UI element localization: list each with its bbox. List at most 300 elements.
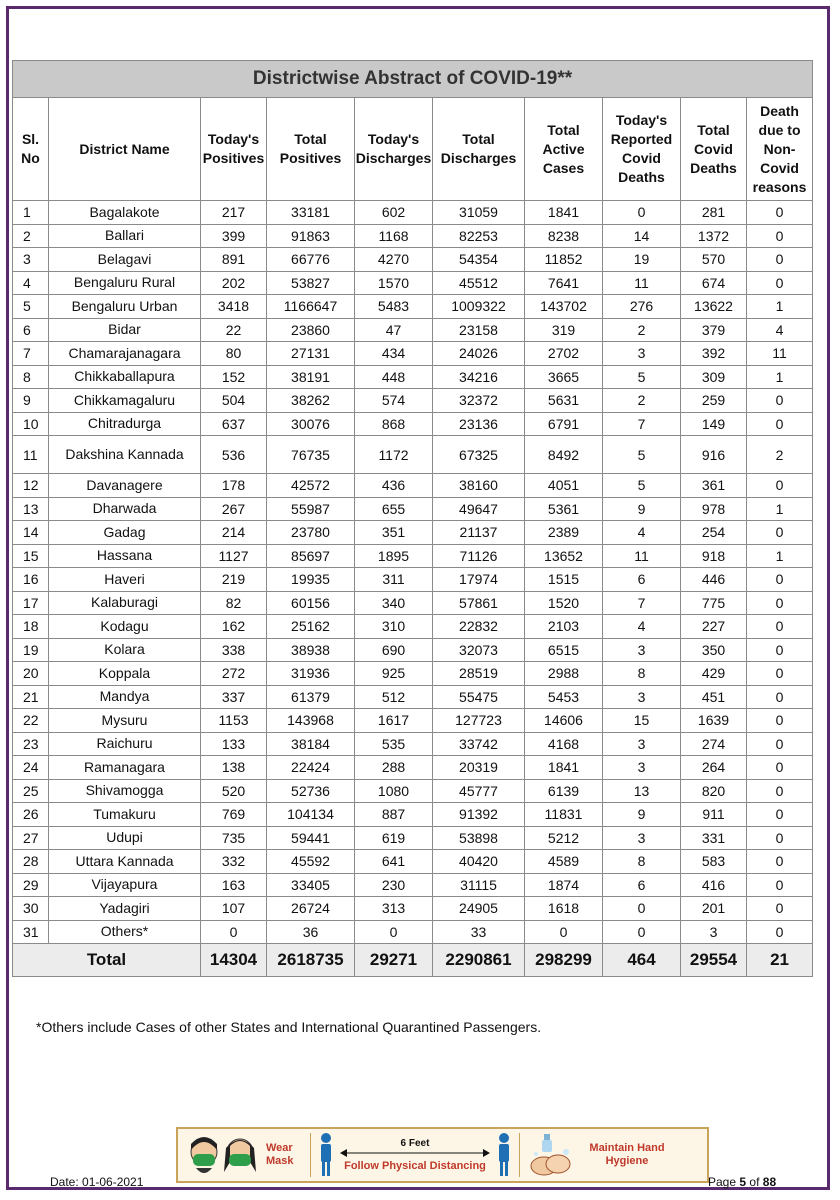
value-cell: 53827 xyxy=(267,271,355,295)
value-cell: 11831 xyxy=(525,803,603,827)
district-cell: Mysuru xyxy=(49,709,201,733)
table-row xyxy=(13,638,813,662)
value-cell: 38262 xyxy=(267,389,355,413)
table-title: Districtwise Abstract of COVID-19** xyxy=(13,61,813,98)
table-row xyxy=(13,436,813,474)
value-cell: 76735 xyxy=(267,436,355,474)
table-row xyxy=(13,873,813,897)
value-cell: 868 xyxy=(355,412,433,436)
serial-cell: 30 xyxy=(13,897,49,921)
serial-cell: 1 xyxy=(13,201,49,225)
value-cell: 1841 xyxy=(525,756,603,780)
value-cell: 27131 xyxy=(267,342,355,366)
value-cell: 45777 xyxy=(433,779,525,803)
value-cell: 1372 xyxy=(681,224,747,248)
value-cell: 319 xyxy=(525,318,603,342)
district-cell: Shivamogga xyxy=(49,779,201,803)
value-cell: 7 xyxy=(603,412,681,436)
value-cell: 85697 xyxy=(267,544,355,568)
table-row xyxy=(13,389,813,413)
value-cell: 451 xyxy=(681,685,747,709)
value-cell: 36 xyxy=(267,920,355,944)
value-cell: 71126 xyxy=(433,544,525,568)
value-cell: 0 xyxy=(747,756,813,780)
value-cell: 11 xyxy=(747,342,813,366)
value-cell: 52736 xyxy=(267,779,355,803)
value-cell: 0 xyxy=(747,850,813,874)
value-cell: 769 xyxy=(201,803,267,827)
safety-banner xyxy=(176,1127,709,1183)
value-cell: 34216 xyxy=(433,365,525,389)
value-cell: 288 xyxy=(355,756,433,780)
value-cell: 59441 xyxy=(267,826,355,850)
value-cell: 0 xyxy=(747,271,813,295)
value-cell: 23158 xyxy=(433,318,525,342)
value-cell: 1570 xyxy=(355,271,433,295)
serial-cell: 19 xyxy=(13,638,49,662)
value-cell: 45592 xyxy=(267,850,355,874)
value-cell: 33 xyxy=(433,920,525,944)
district-cell: Chikkamagaluru xyxy=(49,389,201,413)
page-number xyxy=(708,1175,776,1189)
value-cell: 217 xyxy=(201,201,267,225)
value-cell: 13652 xyxy=(525,544,603,568)
value-cell: 0 xyxy=(747,897,813,921)
column-header: Death due to Non-Covid reasons xyxy=(747,98,813,201)
value-cell: 520 xyxy=(201,779,267,803)
value-cell: 22424 xyxy=(267,756,355,780)
value-cell: 227 xyxy=(681,615,747,639)
value-cell: 536 xyxy=(201,436,267,474)
value-cell: 8 xyxy=(603,850,681,874)
value-cell: 143702 xyxy=(525,295,603,319)
value-cell: 4 xyxy=(603,615,681,639)
value-cell: 24026 xyxy=(433,342,525,366)
value-cell: 127723 xyxy=(433,709,525,733)
value-cell: 0 xyxy=(747,615,813,639)
value-cell: 340 xyxy=(355,591,433,615)
value-cell: 22832 xyxy=(433,615,525,639)
distance-block xyxy=(335,1138,495,1173)
value-cell: 332 xyxy=(201,850,267,874)
column-header: Today's Positives xyxy=(201,98,267,201)
value-cell: 178 xyxy=(201,474,267,498)
value-cell: 14 xyxy=(603,224,681,248)
value-cell: 138 xyxy=(201,756,267,780)
table-row xyxy=(13,497,813,521)
total-value: 29271 xyxy=(355,944,433,977)
serial-cell: 22 xyxy=(13,709,49,733)
value-cell: 535 xyxy=(355,732,433,756)
value-cell: 267 xyxy=(201,497,267,521)
value-cell: 0 xyxy=(747,732,813,756)
value-cell: 0 xyxy=(747,662,813,686)
table-row xyxy=(13,201,813,225)
district-cell: Uttara Kannada xyxy=(49,850,201,874)
value-cell: 1618 xyxy=(525,897,603,921)
value-cell: 446 xyxy=(681,568,747,592)
value-cell: 55987 xyxy=(267,497,355,521)
value-cell: 54354 xyxy=(433,248,525,272)
value-cell: 0 xyxy=(747,920,813,944)
value-cell: 436 xyxy=(355,474,433,498)
value-cell: 3 xyxy=(603,342,681,366)
total-value: 21 xyxy=(747,944,813,977)
value-cell: 274 xyxy=(681,732,747,756)
column-header: Total Positives xyxy=(267,98,355,201)
serial-cell: 20 xyxy=(13,662,49,686)
value-cell: 350 xyxy=(681,638,747,662)
value-cell: 1127 xyxy=(201,544,267,568)
value-cell: 82 xyxy=(201,591,267,615)
value-cell: 674 xyxy=(681,271,747,295)
value-cell: 38160 xyxy=(433,474,525,498)
district-cell: Chikkaballapura xyxy=(49,365,201,389)
serial-cell: 16 xyxy=(13,568,49,592)
value-cell: 1 xyxy=(747,365,813,389)
serial-cell: 13 xyxy=(13,497,49,521)
value-cell: 53898 xyxy=(433,826,525,850)
value-cell: 11 xyxy=(603,271,681,295)
value-cell: 5212 xyxy=(525,826,603,850)
total-row xyxy=(13,944,813,977)
district-cell: Raichuru xyxy=(49,732,201,756)
table-row xyxy=(13,897,813,921)
value-cell: 202 xyxy=(201,271,267,295)
value-cell: 916 xyxy=(681,436,747,474)
value-cell: 61379 xyxy=(267,685,355,709)
value-cell: 2389 xyxy=(525,521,603,545)
value-cell: 272 xyxy=(201,662,267,686)
value-cell: 104134 xyxy=(267,803,355,827)
serial-cell: 10 xyxy=(13,412,49,436)
value-cell: 891 xyxy=(201,248,267,272)
value-cell: 254 xyxy=(681,521,747,545)
table-row xyxy=(13,318,813,342)
value-cell: 309 xyxy=(681,365,747,389)
value-cell: 4 xyxy=(747,318,813,342)
value-cell: 19935 xyxy=(267,568,355,592)
value-cell: 5631 xyxy=(525,389,603,413)
table-row xyxy=(13,662,813,686)
district-cell: Gadag xyxy=(49,521,201,545)
district-cell: Kodagu xyxy=(49,615,201,639)
value-cell: 6 xyxy=(603,873,681,897)
value-cell: 3 xyxy=(603,638,681,662)
value-cell: 0 xyxy=(747,568,813,592)
value-cell: 32372 xyxy=(433,389,525,413)
district-cell: Bagalakote xyxy=(49,201,201,225)
value-cell: 47 xyxy=(355,318,433,342)
value-cell: 31115 xyxy=(433,873,525,897)
value-cell: 5361 xyxy=(525,497,603,521)
value-cell: 201 xyxy=(681,897,747,921)
value-cell: 0 xyxy=(747,224,813,248)
serial-cell: 21 xyxy=(13,685,49,709)
table-body xyxy=(13,201,813,944)
value-cell: 33181 xyxy=(267,201,355,225)
total-value: 2618735 xyxy=(267,944,355,977)
serial-cell: 17 xyxy=(13,591,49,615)
value-cell: 331 xyxy=(681,826,747,850)
district-cell: Bengaluru Urban xyxy=(49,295,201,319)
value-cell: 8492 xyxy=(525,436,603,474)
serial-cell: 23 xyxy=(13,732,49,756)
value-cell: 641 xyxy=(355,850,433,874)
wear-mask-section xyxy=(184,1129,304,1181)
value-cell: 0 xyxy=(747,709,813,733)
value-cell: 775 xyxy=(681,591,747,615)
serial-cell: 5 xyxy=(13,295,49,319)
value-cell: 82253 xyxy=(433,224,525,248)
total-value: 14304 xyxy=(201,944,267,977)
district-cell: Udupi xyxy=(49,826,201,850)
distancing-text: Follow Physical Distancing xyxy=(344,1159,486,1172)
table-row xyxy=(13,224,813,248)
value-cell: 574 xyxy=(355,389,433,413)
table-row xyxy=(13,544,813,568)
total-value: 2290861 xyxy=(433,944,525,977)
value-cell: 23136 xyxy=(433,412,525,436)
value-cell: 5453 xyxy=(525,685,603,709)
value-cell: 17974 xyxy=(433,568,525,592)
page-total: 88 xyxy=(762,1175,777,1189)
value-cell: 7 xyxy=(603,591,681,615)
district-cell: Bengaluru Rural xyxy=(49,271,201,295)
table-row xyxy=(13,709,813,733)
serial-cell: 27 xyxy=(13,826,49,850)
table-row xyxy=(13,271,813,295)
table-row xyxy=(13,756,813,780)
district-cell: Vijayapura xyxy=(49,873,201,897)
value-cell: 735 xyxy=(201,826,267,850)
serial-cell: 3 xyxy=(13,248,49,272)
value-cell: 0 xyxy=(747,389,813,413)
value-cell: 2702 xyxy=(525,342,603,366)
value-cell: 33405 xyxy=(267,873,355,897)
value-cell: 416 xyxy=(681,873,747,897)
value-cell: 4589 xyxy=(525,850,603,874)
value-cell: 637 xyxy=(201,412,267,436)
serial-cell: 11 xyxy=(13,436,49,474)
value-cell: 0 xyxy=(747,412,813,436)
districtwise-table xyxy=(12,60,813,977)
value-cell: 3418 xyxy=(201,295,267,319)
value-cell: 0 xyxy=(603,897,681,921)
value-cell: 2 xyxy=(603,389,681,413)
value-cell: 6791 xyxy=(525,412,603,436)
district-cell: Bidar xyxy=(49,318,201,342)
district-cell: Belagavi xyxy=(49,248,201,272)
value-cell: 26724 xyxy=(267,897,355,921)
value-cell: 1841 xyxy=(525,201,603,225)
table-row xyxy=(13,248,813,272)
value-cell: 0 xyxy=(747,826,813,850)
value-cell: 602 xyxy=(355,201,433,225)
table-row xyxy=(13,732,813,756)
serial-cell: 31 xyxy=(13,920,49,944)
district-cell: Dakshina Kannada xyxy=(49,436,201,474)
value-cell: 3 xyxy=(603,685,681,709)
value-cell: 28519 xyxy=(433,662,525,686)
value-cell: 66776 xyxy=(267,248,355,272)
district-cell: Kalaburagi xyxy=(49,591,201,615)
header-row xyxy=(13,98,813,201)
value-cell: 1172 xyxy=(355,436,433,474)
column-header: Today's Discharges xyxy=(355,98,433,201)
value-cell: 133 xyxy=(201,732,267,756)
column-header: District Name xyxy=(49,98,201,201)
table-row xyxy=(13,365,813,389)
table-row xyxy=(13,591,813,615)
value-cell: 619 xyxy=(355,826,433,850)
hygiene-section xyxy=(526,1129,672,1181)
district-cell: Others* xyxy=(49,920,201,944)
masked-faces-icon xyxy=(184,1132,262,1178)
serial-cell: 15 xyxy=(13,544,49,568)
value-cell: 310 xyxy=(355,615,433,639)
value-cell: 0 xyxy=(201,920,267,944)
table-row xyxy=(13,342,813,366)
district-cell: Koppala xyxy=(49,662,201,686)
serial-cell: 7 xyxy=(13,342,49,366)
value-cell: 583 xyxy=(681,850,747,874)
value-cell: 281 xyxy=(681,201,747,225)
value-cell: 1 xyxy=(747,497,813,521)
value-cell: 4270 xyxy=(355,248,433,272)
value-cell: 2 xyxy=(747,436,813,474)
value-cell: 3665 xyxy=(525,365,603,389)
value-cell: 6139 xyxy=(525,779,603,803)
value-cell: 504 xyxy=(201,389,267,413)
serial-cell: 29 xyxy=(13,873,49,897)
value-cell: 55475 xyxy=(433,685,525,709)
serial-cell: 26 xyxy=(13,803,49,827)
district-cell: Dharwada xyxy=(49,497,201,521)
value-cell: 1520 xyxy=(525,591,603,615)
table-row xyxy=(13,779,813,803)
value-cell: 570 xyxy=(681,248,747,272)
value-cell: 20319 xyxy=(433,756,525,780)
value-cell: 5 xyxy=(603,436,681,474)
value-cell: 0 xyxy=(747,873,813,897)
value-cell: 32073 xyxy=(433,638,525,662)
value-cell: 3 xyxy=(681,920,747,944)
value-cell: 259 xyxy=(681,389,747,413)
district-cell: Tumakuru xyxy=(49,803,201,827)
total-value: 298299 xyxy=(525,944,603,977)
covid-table-wrap xyxy=(12,60,812,977)
column-header: Today's Reported Covid Deaths xyxy=(603,98,681,201)
value-cell: 38184 xyxy=(267,732,355,756)
value-cell: 149 xyxy=(681,412,747,436)
value-cell: 21137 xyxy=(433,521,525,545)
value-cell: 820 xyxy=(681,779,747,803)
value-cell: 9 xyxy=(603,497,681,521)
district-cell: Chitradurga xyxy=(49,412,201,436)
value-cell: 57861 xyxy=(433,591,525,615)
value-cell: 925 xyxy=(355,662,433,686)
value-cell: 1080 xyxy=(355,779,433,803)
value-cell: 23860 xyxy=(267,318,355,342)
value-cell: 7641 xyxy=(525,271,603,295)
value-cell: 1895 xyxy=(355,544,433,568)
value-cell: 2 xyxy=(603,318,681,342)
value-cell: 38191 xyxy=(267,365,355,389)
serial-cell: 28 xyxy=(13,850,49,874)
value-cell: 4168 xyxy=(525,732,603,756)
value-cell: 8238 xyxy=(525,224,603,248)
table-row xyxy=(13,615,813,639)
wear-mask-text: Wear Mask xyxy=(266,1142,294,1167)
value-cell: 1617 xyxy=(355,709,433,733)
value-cell: 22 xyxy=(201,318,267,342)
banner-divider-2 xyxy=(519,1133,520,1177)
value-cell: 30076 xyxy=(267,412,355,436)
table-row xyxy=(13,826,813,850)
value-cell: 313 xyxy=(355,897,433,921)
value-cell: 512 xyxy=(355,685,433,709)
serial-cell: 14 xyxy=(13,521,49,545)
value-cell: 351 xyxy=(355,521,433,545)
column-header: Total Active Cases xyxy=(525,98,603,201)
value-cell: 5483 xyxy=(355,295,433,319)
district-cell: Mandya xyxy=(49,685,201,709)
value-cell: 918 xyxy=(681,544,747,568)
value-cell: 162 xyxy=(201,615,267,639)
value-cell: 337 xyxy=(201,685,267,709)
value-cell: 40420 xyxy=(433,850,525,874)
value-cell: 0 xyxy=(355,920,433,944)
table-row xyxy=(13,568,813,592)
value-cell: 311 xyxy=(355,568,433,592)
value-cell: 91392 xyxy=(433,803,525,827)
value-cell: 11852 xyxy=(525,248,603,272)
hygiene-text: Maintain Hand Hygiene xyxy=(589,1142,665,1167)
serial-cell: 6 xyxy=(13,318,49,342)
total-label: Total xyxy=(13,944,201,977)
page-current: 5 xyxy=(739,1175,747,1189)
serial-cell: 12 xyxy=(13,474,49,498)
value-cell: 448 xyxy=(355,365,433,389)
serial-cell: 25 xyxy=(13,779,49,803)
district-cell: Hassana xyxy=(49,544,201,568)
district-cell: Ramanagara xyxy=(49,756,201,780)
value-cell: 25162 xyxy=(267,615,355,639)
table-row xyxy=(13,850,813,874)
value-cell: 1153 xyxy=(201,709,267,733)
value-cell: 5 xyxy=(603,474,681,498)
value-cell: 14606 xyxy=(525,709,603,733)
value-cell: 23780 xyxy=(267,521,355,545)
page-prefix: Page xyxy=(708,1175,737,1189)
value-cell: 0 xyxy=(603,920,681,944)
serial-cell: 18 xyxy=(13,615,49,639)
table-row xyxy=(13,521,813,545)
value-cell: 911 xyxy=(681,803,747,827)
hand-wash-icon xyxy=(526,1132,576,1178)
value-cell: 1874 xyxy=(525,873,603,897)
value-cell: 107 xyxy=(201,897,267,921)
value-cell: 2103 xyxy=(525,615,603,639)
six-feet-label: 6 Feet xyxy=(400,1137,430,1149)
value-cell: 31059 xyxy=(433,201,525,225)
value-cell: 11 xyxy=(603,544,681,568)
district-cell: Chamarajanagara xyxy=(49,342,201,366)
value-cell: 361 xyxy=(681,474,747,498)
value-cell: 379 xyxy=(681,318,747,342)
value-cell: 6515 xyxy=(525,638,603,662)
